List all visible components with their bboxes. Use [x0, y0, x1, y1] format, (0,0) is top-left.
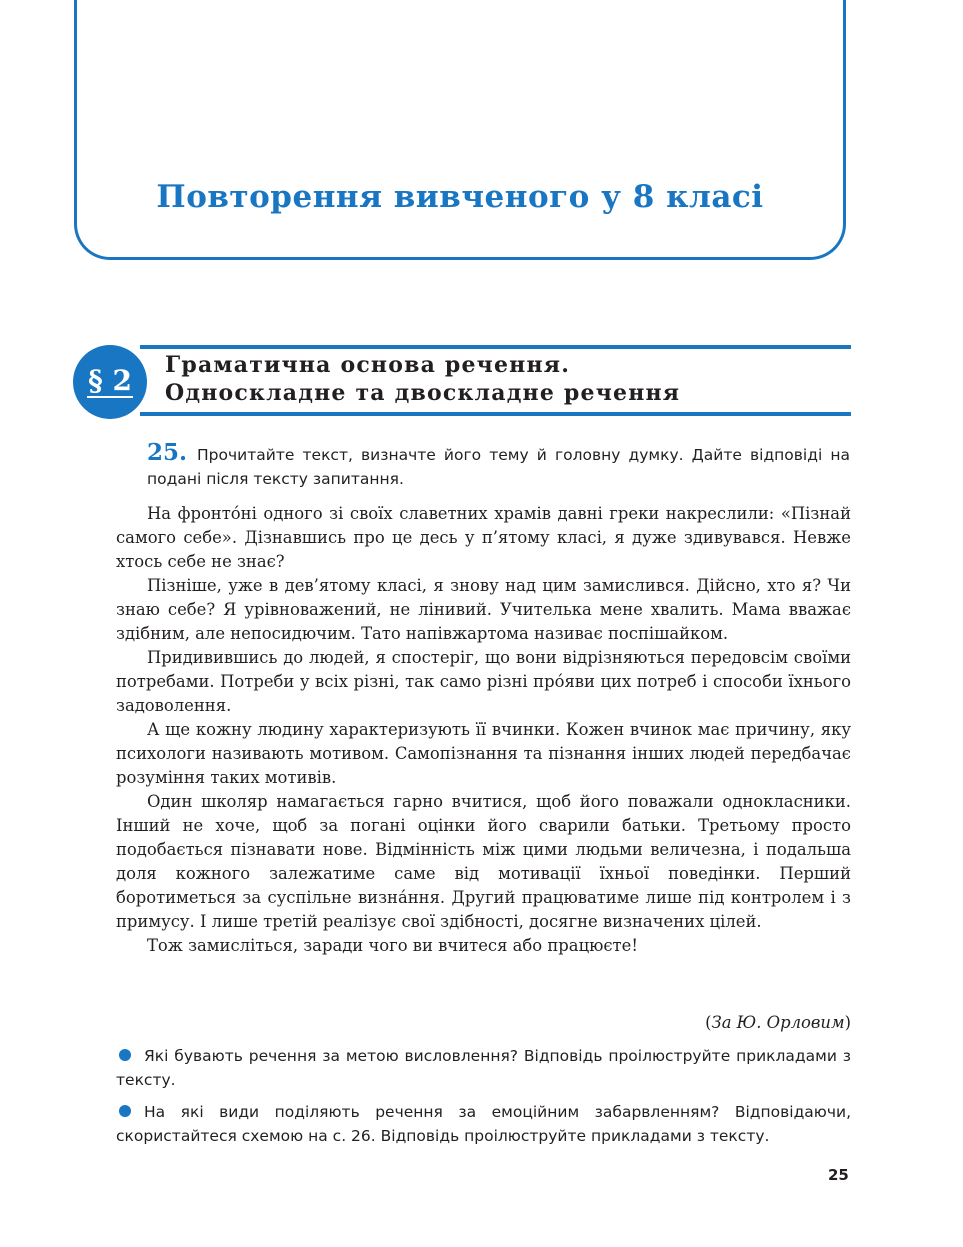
questions-list: [116, 1044, 851, 1156]
chapter-title: Повторення вивченого у 8 класі: [156, 179, 764, 215]
section-rule-top: [140, 345, 851, 349]
question-text: Які бувають речення за метою висловлення? Відповідь проілюструйте прикладами з тексту.: [116, 1047, 851, 1089]
bullet-icon: [119, 1049, 131, 1061]
page-number: 25: [828, 1166, 849, 1184]
text-paragraph: Пізніше, уже в дев’ятому класі, я знову над цим замислився. Дійсно, хто я? Чи знаю себе? Я урівноважений, не лінивий. Учителька мене хвалить. Мама вважає здібним, але непосидючим. Тато напівжартома називає поспішайком.: [116, 576, 851, 643]
question-item: [116, 1044, 851, 1092]
text-paragraph: А ще кожну людину характеризують її вчинки. Кожен вчинок має причину, яку психологи називають мотивом. Самопізнання та пізнання інших людей передбачає розуміння таких мотивів.: [116, 720, 851, 787]
section-title-line-1: Граматична основа речення.: [165, 352, 571, 378]
chapter-frame: [74, 0, 846, 260]
section-title: [165, 351, 845, 407]
section-badge: [73, 345, 147, 419]
text-paragraph: Придивившись до людей, я спостеріг, що вони відрізняються передовсім своїми потребами. Потреби у всіх різні, так само різні про́яви цих потреб і способи їхнього задоволення.: [116, 648, 851, 715]
text-paragraph: Тож замисліться, заради чого ви вчитеся або працюєте!: [147, 936, 638, 955]
exercise-instruction: Прочитайте текст, визначте його тему й головну думку. Дайте відповіді на подані після тексту запитання.: [147, 446, 850, 488]
text-paragraph: Один школяр намагається гарно вчитися, щоб його поважали однокласники. Інший не хоче, щоб за погані оцінки його сварили батьки. Третьому просто подобається пізнавати нове. Відмінність між цими людьми величезна, і подальша доля кожного залежатиме саме від мотивації їхньої поведінки. Перший боротиметься за суспільне визна́ння. Другий працюватиме лише під контролем і з примусу. І лише третій реалізує свої здібності, досягне визначених цілей.: [116, 792, 851, 931]
exercise-number: 25.: [147, 439, 188, 466]
exercise-task: [147, 441, 850, 491]
question-text: На які види поділяють речення за емоційним забарвленням? Відповідаючи, скористайтеся схемою на с. 26. Відповідь проілюструйте прикладами з тексту.: [116, 1103, 851, 1145]
text-source: [705, 1011, 851, 1035]
source-paren-open: (: [705, 1013, 712, 1032]
section-number: § 2: [88, 364, 132, 398]
question-item: [116, 1100, 851, 1148]
source-paren-close: ): [844, 1013, 851, 1032]
bullet-icon: [119, 1105, 131, 1117]
text-paragraph: На фронто́ні одного зі своїх славетних храмів давні греки накреслили: «Пізнай самого себе». Дізнавшись про це десь у п’ятому класі, я дуже здивувався. Невже хтось себе не знає?: [116, 504, 851, 571]
section-rule-bottom: [140, 412, 851, 416]
reading-text: [116, 502, 851, 958]
source-author: За Ю. Орловим: [711, 1013, 845, 1032]
section-title-line-2: Односкладне та двоскладне речення: [165, 380, 681, 406]
